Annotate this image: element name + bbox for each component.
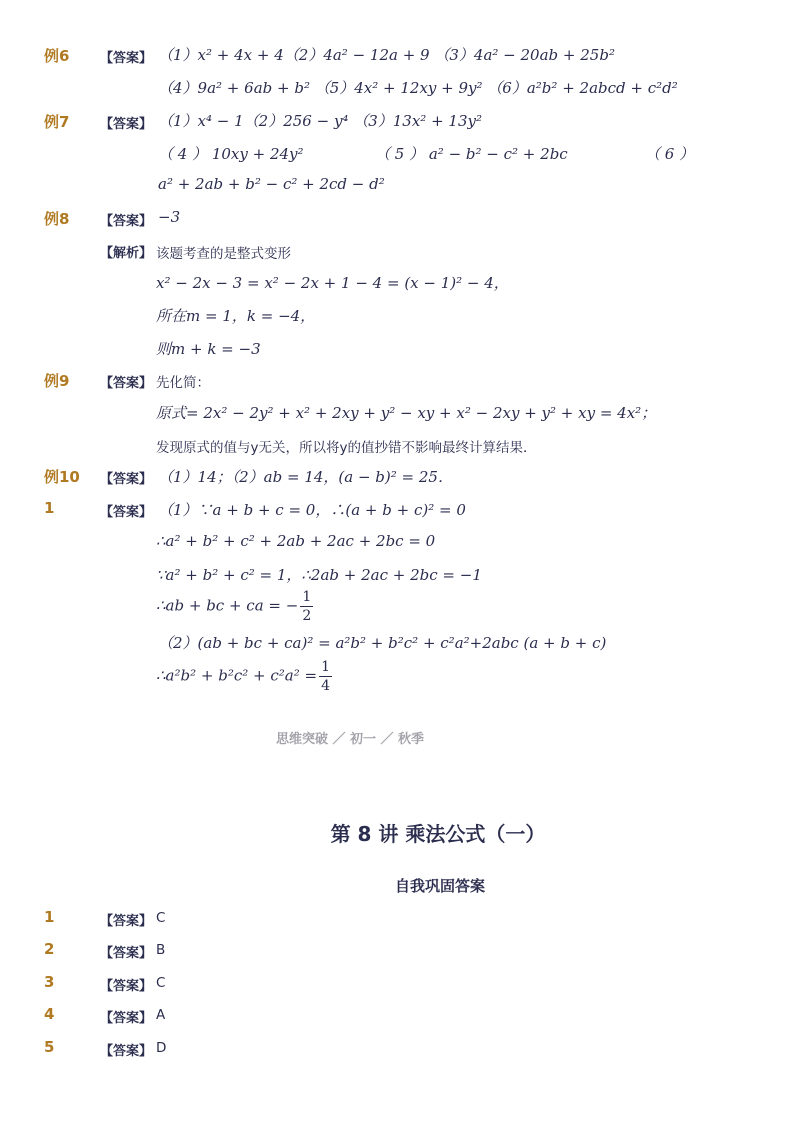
question-1-step-3: ∵a² + b² + c² = 1，∴2ab + 2ac + 2bc = −1 [156,566,482,584]
example-10-number: 例10 [44,468,80,486]
question-1-number: 1 [44,499,55,517]
example-9-answer: 先化简： [156,375,210,391]
fraction-denominator: 4 [321,678,330,694]
answer-tag: 【答案】 [100,979,153,994]
example-8-analysis: 该题考查的是整式变形 [156,246,291,262]
analysis-tag: 【解析】 [100,246,153,261]
answer-tag: 【答案】 [100,117,153,132]
example-9-step-2: 发现原式的值与y无关，所以将y的值抄错不影响最终计算结果． [156,440,537,456]
example-8-answer: −3 [158,208,181,226]
answer-tag: 【答案】 [100,1011,153,1026]
example-8-step-3: 则m + k = −3 [156,340,261,358]
section-title: 自我巩固答案 [394,877,485,895]
answer-2-value: B [156,942,166,958]
example-6-number: 例6 [44,47,70,65]
question-1-step-6-text: ∴a²b² + b²c² + c²a² = [156,666,318,685]
fraction-denominator: 2 [302,608,312,624]
answer-5-value: D [156,1040,167,1056]
example-7-answer-line-2a: （ 4 ） 10xy + 24y² [158,145,304,163]
example-7-answer-line-2c: （ 6 ） [645,145,695,163]
answer-3-value: C [156,975,166,991]
question-1-step-1: （1）∵a + b + c = 0，∴(a + b + c)² = 0 [158,501,466,519]
question-1-step-4 [156,588,315,625]
answer-tag: 【答案】 [100,472,153,487]
question-1-step-6 [156,658,334,695]
example-10-answer: （1）14；（2）ab = 14，(a − b)² = 25． [158,468,453,486]
example-7-answer-line-3: a² + 2ab + b² − c² + 2cd − d² [158,175,385,193]
answer-2-number: 2 [44,940,55,958]
answer-tag: 【答案】 [100,914,153,929]
answer-3-number: 3 [44,973,55,991]
example-7-answer-line-2b: （ 5 ） a² − b² − c² + 2bc [375,145,568,163]
fraction-numerator: 1 [321,659,330,675]
lecture-title: 第 8 讲 乘法公式（一） [330,822,546,846]
fraction-numerator: 1 [302,589,312,605]
answer-tag: 【答案】 [100,214,153,229]
answer-tag: 【答案】 [100,946,153,961]
fraction [319,658,332,695]
answer-1-number: 1 [44,908,55,926]
answer-tag: 【答案】 [100,51,153,66]
example-8-step-2: 所在m = 1，k = −4， [156,307,316,325]
example-6-answer-line-2: （4）9a² + 6ab + b² （5）4x² + 12xy + 9y² （6）a²b² + 2abcd + c²d² [158,79,678,97]
answer-4-value: A [156,1007,166,1023]
answer-tag: 【答案】 [100,1044,153,1059]
question-1-step-4-text: ∴ab + bc + ca = − [156,596,299,615]
example-7-number: 例7 [44,113,70,131]
answer-tag: 【答案】 [100,505,153,520]
question-1-step-5: （2）(ab + bc + ca)² = a²b² + b²c² + c²a²+2abc (a + b + c) [158,634,607,652]
answer-tag: 【答案】 [100,376,153,391]
answer-4-number: 4 [44,1005,55,1023]
example-7-answer-line-1: （1）x⁴ − 1（2）256 − y⁴ （3）13x² + 13y² [158,112,482,130]
example-6-answer-line-1: （1）x² + 4x + 4（2）4a² − 12a + 9 （3）4a² − 20ab + 25b² [158,46,615,64]
example-9-number: 例9 [44,372,70,390]
question-1-step-2: ∴a² + b² + c² + 2ab + 2ac + 2bc = 0 [156,532,436,550]
example-8-number: 例8 [44,210,70,228]
answer-5-number: 5 [44,1038,55,1056]
example-9-step-1: 原式= 2x² − 2y² + x² + 2xy + y² − xy + x² − 2xy + y² + xy = 4x²； [156,404,657,422]
fraction [300,588,313,625]
example-8-step-1: x² − 2x − 3 = x² − 2x + 1 − 4 = (x − 1)² − 4， [156,274,509,292]
page-footer: 思维突破 ／ 初一 ／ 秋季 [275,732,425,747]
answer-1-value: C [156,910,166,926]
